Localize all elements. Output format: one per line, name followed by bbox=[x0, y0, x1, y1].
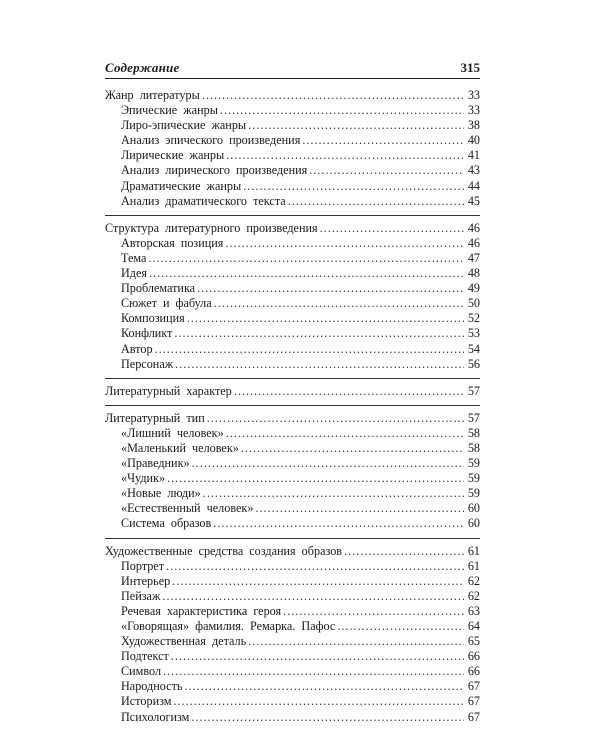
leader-dots bbox=[243, 179, 464, 194]
leader-dots bbox=[320, 221, 464, 236]
toc-page-number: 67 bbox=[467, 694, 480, 709]
toc-entry-label: Конфликт bbox=[121, 326, 173, 341]
toc-page-number: 65 bbox=[467, 634, 480, 649]
toc-entry-label: Идея bbox=[121, 266, 148, 281]
toc-page-number: 53 bbox=[467, 326, 480, 341]
leader-dots bbox=[225, 236, 464, 251]
toc-subentry[interactable] bbox=[105, 133, 480, 148]
leader-dots bbox=[171, 649, 464, 664]
leader-dots bbox=[283, 604, 464, 619]
toc-subentry[interactable] bbox=[105, 679, 480, 694]
toc-section bbox=[105, 221, 480, 372]
leader-dots bbox=[344, 544, 464, 559]
toc-entry-label: Автор bbox=[121, 341, 153, 356]
leader-dots bbox=[214, 296, 464, 311]
toc-entry-label: Художественная деталь bbox=[121, 634, 247, 649]
leader-dots bbox=[191, 710, 464, 725]
toc-subentry[interactable] bbox=[105, 326, 480, 341]
leader-dots bbox=[241, 441, 464, 456]
toc-subentry[interactable] bbox=[105, 194, 480, 209]
toc-page-number: 46 bbox=[467, 235, 480, 250]
toc-entry-label: Анализ драматического текста bbox=[121, 193, 286, 208]
toc-page-number: 33 bbox=[467, 103, 480, 118]
toc-subentry[interactable] bbox=[105, 179, 480, 194]
leader-dots bbox=[175, 357, 464, 372]
toc-entry-label: Композиция bbox=[121, 311, 185, 326]
toc-entry-label: «Маленький человек» bbox=[121, 440, 239, 455]
toc-entry-label: Лирические жанры bbox=[121, 148, 225, 163]
toc-subentry[interactable] bbox=[105, 694, 480, 709]
leader-dots bbox=[172, 574, 464, 589]
toc-entry-label: Анализ лирического произведения bbox=[121, 163, 308, 178]
toc-subentry[interactable] bbox=[105, 649, 480, 664]
toc-entry[interactable] bbox=[105, 88, 480, 103]
toc-entry-label: Художественные средства создания образов bbox=[105, 543, 343, 558]
leader-dots bbox=[167, 471, 464, 486]
toc-page-number: 60 bbox=[467, 516, 480, 531]
toc-entry-label: Жанр литературы bbox=[105, 88, 200, 102]
table-of-contents bbox=[105, 88, 480, 725]
leader-dots bbox=[197, 281, 464, 296]
toc-subentry[interactable] bbox=[105, 426, 480, 441]
toc-page-number: 33 bbox=[467, 88, 480, 102]
toc-entry-label: Сюжет и фабула bbox=[121, 296, 212, 311]
toc-subentry[interactable] bbox=[105, 574, 480, 589]
toc-subentry[interactable] bbox=[105, 236, 480, 251]
toc-page-number: 66 bbox=[467, 649, 480, 664]
leader-dots bbox=[213, 516, 464, 531]
toc-page-number: 58 bbox=[467, 425, 480, 440]
toc-page-number: 61 bbox=[467, 543, 480, 558]
section-divider bbox=[105, 405, 480, 406]
toc-page-number: 60 bbox=[467, 501, 480, 516]
leader-dots bbox=[163, 664, 464, 679]
toc-entry-label: «Лишний человек» bbox=[121, 425, 224, 440]
toc-entry-label: Структура литературного произведения bbox=[105, 220, 318, 235]
toc-subentry[interactable] bbox=[105, 251, 480, 266]
toc-entry-label: Тема bbox=[121, 250, 147, 265]
leader-dots bbox=[162, 589, 464, 604]
toc-page-number: 43 bbox=[467, 163, 480, 178]
leader-dots bbox=[148, 251, 464, 266]
toc-page-number: 46 bbox=[467, 220, 480, 235]
toc-page-number: 59 bbox=[467, 456, 480, 471]
toc-entry-label: Народность bbox=[121, 679, 183, 694]
toc-subentry[interactable] bbox=[105, 634, 480, 649]
toc-subentry[interactable] bbox=[105, 103, 480, 118]
toc-page-number: 67 bbox=[467, 679, 480, 694]
toc-section bbox=[105, 544, 480, 725]
toc-subentry[interactable] bbox=[105, 148, 480, 163]
toc-entry-label: «Праведник» bbox=[121, 456, 190, 471]
toc-entry-label: Драматические жанры bbox=[121, 178, 242, 193]
toc-subentry[interactable] bbox=[105, 118, 480, 133]
leader-dots bbox=[255, 501, 464, 516]
header-rule bbox=[105, 78, 480, 79]
running-header-title: Содержание bbox=[105, 60, 180, 75]
toc-section bbox=[105, 384, 480, 399]
toc-subentry[interactable] bbox=[105, 589, 480, 604]
toc-entry-label: Проблематика bbox=[121, 281, 196, 296]
leader-dots bbox=[149, 266, 464, 281]
toc-page-number: 47 bbox=[467, 250, 480, 265]
leader-dots bbox=[309, 163, 464, 178]
toc-subentry[interactable] bbox=[105, 471, 480, 486]
toc-subentry[interactable] bbox=[105, 619, 480, 634]
toc-entry[interactable] bbox=[105, 384, 480, 399]
toc-page-number: 59 bbox=[467, 486, 480, 501]
toc-subentry[interactable] bbox=[105, 501, 480, 516]
toc-page-number: 62 bbox=[467, 588, 480, 603]
toc-page-number: 40 bbox=[467, 133, 480, 148]
toc-subentry[interactable] bbox=[105, 281, 480, 296]
toc-subentry[interactable] bbox=[105, 710, 480, 725]
toc-page-number: 38 bbox=[467, 118, 480, 133]
toc-subentry[interactable] bbox=[105, 664, 480, 679]
toc-entry-label: Психологизм bbox=[121, 709, 190, 724]
toc-entry-label: Литературный характер bbox=[105, 383, 232, 398]
toc-page-number: 64 bbox=[467, 619, 480, 633]
leader-dots bbox=[234, 384, 464, 399]
toc-subentry[interactable] bbox=[105, 516, 480, 531]
leader-dots bbox=[187, 311, 464, 326]
toc-page-number: 62 bbox=[467, 573, 480, 588]
leader-dots bbox=[207, 411, 464, 426]
toc-entry-label: «Новые люди» bbox=[121, 486, 201, 501]
running-header bbox=[105, 60, 480, 76]
toc-page-number: 67 bbox=[467, 709, 480, 724]
toc-page-number: 48 bbox=[467, 266, 480, 281]
toc-entry-label: Литературный тип bbox=[105, 410, 205, 425]
toc-page-number: 63 bbox=[467, 603, 480, 618]
toc-entry-label: Символ bbox=[121, 664, 162, 679]
leader-dots bbox=[226, 426, 464, 441]
toc-page-number: 61 bbox=[467, 558, 480, 573]
toc-page-number: 54 bbox=[467, 341, 480, 356]
toc-entry-label: Эпические жанры bbox=[121, 103, 218, 118]
toc-entry-label: «Говорящая» фамилия. Ремарка. Пафос bbox=[121, 619, 336, 633]
toc-subentry[interactable] bbox=[105, 357, 480, 372]
toc-subentry[interactable] bbox=[105, 163, 480, 178]
toc-page-number: 58 bbox=[467, 440, 480, 455]
toc-entry[interactable] bbox=[105, 544, 480, 559]
toc-entry-label: Историзм bbox=[121, 694, 172, 709]
toc-entry-label: Система образов bbox=[121, 516, 212, 531]
toc-section bbox=[105, 88, 480, 209]
toc-page-number: 41 bbox=[467, 148, 480, 163]
toc-entry-label: Лиро-эпические жанры bbox=[121, 118, 247, 133]
toc-subentry[interactable] bbox=[105, 441, 480, 456]
toc-subentry[interactable] bbox=[105, 559, 480, 574]
toc-page-number: 57 bbox=[467, 410, 480, 425]
toc-section bbox=[105, 411, 480, 532]
toc-entry-label: Персонаж bbox=[121, 356, 174, 371]
toc-entry-label: Портрет bbox=[121, 558, 165, 573]
toc-entry[interactable] bbox=[105, 411, 480, 426]
toc-subentry[interactable] bbox=[105, 342, 480, 357]
toc-entry-label: Авторская позиция bbox=[121, 235, 224, 250]
toc-page-number: 56 bbox=[467, 356, 480, 371]
toc-entry[interactable] bbox=[105, 221, 480, 236]
toc-page-number: 52 bbox=[467, 311, 480, 326]
leader-dots bbox=[248, 118, 464, 133]
toc-subentry[interactable] bbox=[105, 311, 480, 326]
page-number: 315 bbox=[460, 60, 480, 75]
leader-dots bbox=[166, 559, 464, 574]
toc-subentry[interactable] bbox=[105, 266, 480, 281]
leader-dots bbox=[337, 619, 464, 634]
toc-page-number: 50 bbox=[467, 296, 480, 311]
toc-entry-label: Речевая характеристика героя bbox=[121, 603, 282, 618]
toc-entry-label: «Чудик» bbox=[121, 471, 166, 486]
leader-dots bbox=[220, 103, 464, 118]
toc-page-number: 45 bbox=[467, 193, 480, 208]
section-divider bbox=[105, 215, 480, 216]
toc-page-number: 66 bbox=[467, 664, 480, 679]
leader-dots bbox=[302, 133, 464, 148]
leader-dots bbox=[203, 486, 464, 501]
toc-subentry[interactable] bbox=[105, 456, 480, 471]
toc-entry-label: Интерьер bbox=[121, 573, 171, 588]
toc-page-number: 59 bbox=[467, 471, 480, 486]
toc-page-number: 57 bbox=[467, 383, 480, 398]
leader-dots bbox=[184, 679, 464, 694]
section-divider bbox=[105, 538, 480, 539]
leader-dots bbox=[173, 694, 464, 709]
toc-entry-label: Пейзаж bbox=[121, 588, 161, 603]
toc-subentry[interactable] bbox=[105, 486, 480, 501]
toc-page-number: 44 bbox=[467, 178, 480, 193]
section-divider bbox=[105, 378, 480, 379]
leader-dots bbox=[226, 148, 464, 163]
toc-entry-label: Анализ эпического произведения bbox=[121, 133, 301, 148]
leader-dots bbox=[202, 88, 464, 103]
leader-dots bbox=[288, 194, 464, 209]
toc-page-number: 49 bbox=[467, 281, 480, 296]
toc-subentry[interactable] bbox=[105, 604, 480, 619]
toc-entry-label: «Естественный человек» bbox=[121, 501, 254, 516]
toc-entry-label: Подтекст bbox=[121, 649, 169, 664]
leader-dots bbox=[248, 634, 464, 649]
leader-dots bbox=[155, 342, 464, 357]
leader-dots bbox=[192, 456, 464, 471]
leader-dots bbox=[174, 326, 464, 341]
toc-subentry[interactable] bbox=[105, 296, 480, 311]
